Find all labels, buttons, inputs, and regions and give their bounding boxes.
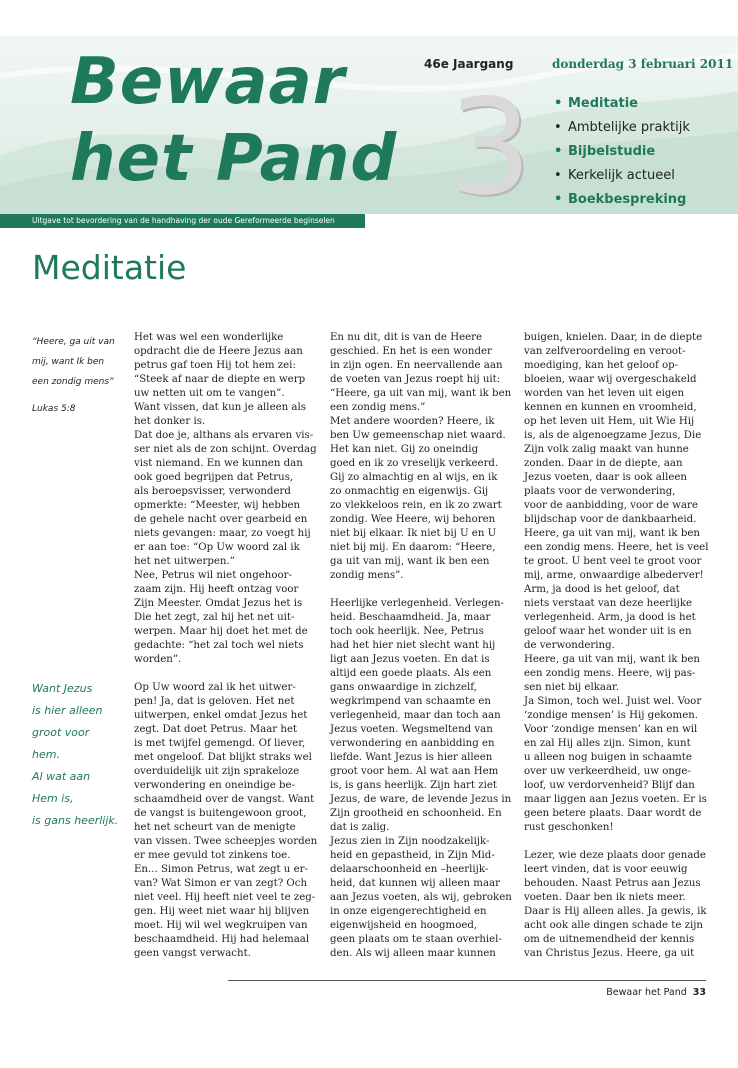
article-line: Het kan niet. Gij zo oneindig bbox=[330, 444, 479, 455]
article-line: in onze eigengerechtigheid en bbox=[330, 906, 487, 917]
page-footer bbox=[606, 987, 706, 998]
tagline-bar: Uitgave tot bevordering van de handhaving der oude Gereformeerde beginselen bbox=[0, 214, 365, 228]
issue-number: 3 bbox=[448, 71, 532, 225]
article-line: Heere, ga uit van mij, want ik ben bbox=[524, 654, 700, 665]
article-line: van vissen. Twee scheepjes worden bbox=[134, 836, 318, 847]
article-line: En nu dit, dit is van de Heere bbox=[330, 332, 483, 343]
article-line bbox=[330, 583, 510, 597]
article-line: Lezer, wie deze plaats door genade bbox=[524, 850, 706, 861]
article-line: de verwondering. bbox=[524, 640, 615, 651]
article-line: petrus gaf toen Hij tot hem zei: bbox=[134, 360, 296, 371]
article-line: werpen. Maar hij doet het met de bbox=[134, 626, 308, 637]
article-line: blijdschap voor de dankbaarheid. bbox=[524, 514, 697, 525]
contents-item-label: Ambtelijke praktijk bbox=[568, 120, 690, 135]
pull-quote-line: Hem is, bbox=[32, 792, 74, 805]
article-line: Ja Simon, toch wel. Juist wel. Voor bbox=[524, 696, 702, 707]
article-line: ‘zondige mensen’ is Hij gekomen. bbox=[524, 710, 699, 721]
scripture-quote bbox=[32, 332, 124, 392]
article-line: een zondig mens.” bbox=[330, 402, 426, 413]
article-line: zegt. Dat doet Petrus. Maar het bbox=[134, 724, 298, 735]
article-line: kennen en kunnen en vroomheid, bbox=[524, 402, 697, 413]
article-line: gen. Hij weet niet waar hij blijven bbox=[134, 906, 310, 917]
article-line: de gehele nacht over gearbeid en bbox=[134, 514, 308, 525]
article-line: goed en ik zo vreselijk verkeerd. bbox=[330, 458, 499, 469]
contents-item-label: Meditatie bbox=[568, 96, 638, 111]
article-line: Jezus, de ware, de levende Jezus in bbox=[330, 794, 512, 805]
contents-item bbox=[554, 116, 690, 140]
article-line: schaamdheid over de vangst. Want bbox=[134, 794, 315, 805]
article-line: heid. Beschaamdheid. Ja, maar bbox=[330, 612, 491, 623]
article-line: ser niet als de zon schijnt. Overdag bbox=[134, 444, 317, 455]
pull-quote-line: is hier alleen bbox=[32, 704, 103, 717]
article-line: plaats voor de verwondering, bbox=[524, 486, 676, 497]
article-line: Dat doe je, althans als ervaren vis- bbox=[134, 430, 314, 441]
article-line: vist niemand. En we kunnen dan bbox=[134, 458, 303, 469]
article-line: over uw verkeerdheid, uw onge- bbox=[524, 766, 691, 777]
article-line: de voeten van Jezus roept hij uit: bbox=[330, 374, 501, 385]
article-line: zonden. Daar in de diepte, aan bbox=[524, 458, 683, 469]
article-line: sen niet bij elkaar. bbox=[524, 682, 620, 693]
article-line: zo vlekkeloos rein, en ik zo zwart bbox=[330, 500, 502, 511]
article-line: verwondering en aanbidding en bbox=[330, 738, 495, 749]
article-line: in zijn ogen. En neervallende aan bbox=[330, 360, 503, 371]
article-line: geen vangst verwacht. bbox=[134, 948, 251, 959]
article-line: en zal Hij alles zijn. Simon, kunt bbox=[524, 738, 691, 749]
article-line: leert vinden, dat is voor eeuwig bbox=[524, 864, 688, 875]
pull-quote-line: groot voor bbox=[32, 726, 90, 739]
section-title: Meditatie bbox=[32, 248, 187, 287]
article-line: acht ook alle dingen schade te zijn bbox=[524, 920, 703, 931]
article-line: Met andere woorden? Heere, ik bbox=[330, 416, 495, 427]
contents-item-label: Bijbelstudie bbox=[568, 144, 656, 159]
quote-line: mij, want Ik ben bbox=[32, 357, 105, 367]
article-line: ook goed begrijpen dat Petrus, bbox=[134, 472, 294, 483]
footer-publication: Bewaar het Pand bbox=[606, 987, 687, 998]
article-column-1 bbox=[134, 331, 318, 961]
article-line: “Steek af naar de diepte en werp bbox=[134, 374, 306, 385]
article-line: er aan toe: “Op Uw woord zal ik bbox=[134, 542, 300, 553]
article-line: wegkrimpend van schaamte en bbox=[330, 696, 491, 707]
article-line: moet. Hij wil wel wegkruipen van bbox=[134, 920, 308, 931]
pull-quote-line: Al wat aan bbox=[32, 770, 91, 783]
article-line: er mee gevuld tot zinkens toe. bbox=[134, 850, 291, 861]
article-line: een zondig mens. Heere, het is veel bbox=[524, 542, 709, 553]
bullet-icon: • bbox=[554, 192, 563, 207]
bullet-icon: • bbox=[554, 144, 563, 159]
bullet-icon: • bbox=[554, 168, 562, 183]
article-line: “Heere, ga uit van mij, want ik ben bbox=[330, 388, 512, 399]
article-line: voor de aanbidding, voor de ware bbox=[524, 500, 698, 511]
article-line: den. Als wij alleen maar kunnen bbox=[330, 948, 496, 959]
contents-item-label: Boekbespreking bbox=[568, 192, 687, 207]
article-line: Die het zegt, zal hij het net uit- bbox=[134, 612, 295, 623]
article-line: opdracht die de Heere Jezus aan bbox=[134, 346, 303, 357]
contents-item bbox=[554, 140, 690, 164]
article-line: zo onmachtig en eigenwijs. Gij bbox=[330, 486, 489, 497]
article-line: Jezus zien in Zijn noodzakelijk- bbox=[330, 836, 490, 847]
article-line: ben Uw gemeenschap niet waard. bbox=[330, 430, 506, 441]
article-line: worden van het leven uit eigen bbox=[524, 388, 685, 399]
article-line: op het leven uit Hem, uit Wie Hij bbox=[524, 416, 695, 427]
masthead-title-line2: het Pand bbox=[70, 122, 398, 196]
pull-quote bbox=[32, 678, 128, 832]
article-line: te groot. U bent veel te groot voor bbox=[524, 556, 702, 567]
article-line: zondig mens”. bbox=[330, 570, 404, 581]
bullet-icon: • bbox=[554, 120, 562, 135]
article-line: beschaamdheid. Hij had helemaal bbox=[134, 934, 310, 945]
article-line: Arm, ja dood is het geloof, dat bbox=[524, 584, 680, 595]
article-line: heid, dat kunnen wij alleen maar bbox=[330, 878, 500, 889]
article-line: voeten. Daar ben ik niets meer. bbox=[524, 892, 686, 903]
article-line: Zijn grootheid en schoonheid. En bbox=[330, 808, 502, 819]
article-line: zaam zijn. Hij heeft ontzag voor bbox=[134, 584, 299, 595]
article-line: Zijn volk zalig maakt van hunne bbox=[524, 444, 689, 455]
article-line: verwondering en oneindige be- bbox=[134, 780, 296, 791]
scripture-reference: Lukas 5:8 bbox=[32, 404, 76, 414]
article-line: niet bij elkaar. Ik niet bij U en U bbox=[330, 528, 497, 539]
article-line: is, is gans heerlijk. Zijn hart ziet bbox=[330, 780, 498, 791]
issue-date: donderdag 3 februari 2011 bbox=[552, 57, 734, 71]
article-line: Gij zo almachtig en al wijs, en ik bbox=[330, 472, 498, 483]
article-line: Nee, Petrus wil niet ongehoor- bbox=[134, 570, 292, 581]
article-line: eigenwijsheid en hoogmoed, bbox=[330, 920, 478, 931]
article-line: het donker is. bbox=[134, 416, 206, 427]
contents-item bbox=[554, 188, 690, 212]
masthead-title-line1: Bewaar bbox=[70, 45, 346, 119]
article-line: dat is zalig. bbox=[330, 822, 390, 833]
article-line: Voor ‘zondige mensen’ kan en wil bbox=[524, 724, 698, 735]
article-line: geen plaats om te staan overhiel- bbox=[330, 934, 502, 945]
article-line: uw netten uit om te vangen”. bbox=[134, 388, 285, 399]
article-column-3 bbox=[524, 331, 710, 961]
article-line: om de uitnemendheid der kennis bbox=[524, 934, 695, 945]
article-line: opmerkte: “Meester, wij hebben bbox=[134, 500, 301, 511]
contents-item-label: Kerkelijk actueel bbox=[568, 168, 675, 183]
article-line: groot voor hem. Al wat aan Hem bbox=[330, 766, 499, 777]
contents-item bbox=[554, 164, 690, 188]
article-line: niets gevangen: maar, zo voegt hij bbox=[134, 528, 311, 539]
article-line: met ongeloof. Dat blijkt straks wel bbox=[134, 752, 312, 763]
article-line: het net scheurt van de menigte bbox=[134, 822, 296, 833]
article-line: Daar is Hij alleen alles. Ja gewis, ik bbox=[524, 906, 707, 917]
article-line: Heerlijke verlegenheid. Verlegen- bbox=[330, 598, 504, 609]
footer-rule bbox=[228, 980, 706, 981]
article-line: u alleen nog buigen in schaamte bbox=[524, 752, 692, 763]
article-line: verlegenheid, maar dan toch aan bbox=[330, 710, 501, 721]
volume-label: 46e Jaargang bbox=[424, 57, 514, 71]
quote-line: een zondig mens” bbox=[32, 377, 114, 387]
article-line: zondig. Wee Heere, wij behoren bbox=[330, 514, 496, 525]
article-line: niet bij mij. En daarom: “Heere, bbox=[330, 542, 496, 553]
article-line: het net uitwerpen.” bbox=[134, 556, 235, 567]
article-line: buigen, knielen. Daar, in de diepte bbox=[524, 332, 703, 343]
article-line: is, als de algenoegzame Jezus, Die bbox=[524, 430, 702, 441]
article-line: van Christus Jezus. Heere, ga uit bbox=[524, 948, 695, 959]
article-line: Heere, ga uit van mij, want ik ben bbox=[524, 528, 700, 539]
article-line: geloof waar het wonder uit is en bbox=[524, 626, 692, 637]
article-line: worden”. bbox=[134, 654, 182, 665]
article-line: ligt aan Jezus voeten. En dat is bbox=[330, 654, 490, 665]
article-column-2 bbox=[330, 331, 510, 961]
article-line: van? Wat Simon er van zegt? Och bbox=[134, 878, 308, 889]
article-line: moediging, kan het geloof op- bbox=[524, 360, 679, 371]
article-line: niets verstaat van deze heerlijke bbox=[524, 598, 693, 609]
article-line: loof, uw verdorvenheid? Blijf dan bbox=[524, 780, 695, 791]
article-line: maar liggen aan Jezus voeten. Er is bbox=[524, 794, 707, 805]
article-line: Want vissen, dat kun je alleen als bbox=[134, 402, 306, 413]
article-line: gans onwaardige in zichzelf, bbox=[330, 682, 477, 693]
article-line: rust geschonken! bbox=[524, 822, 614, 833]
article-line: verlegenheid. Arm, ja dood is het bbox=[524, 612, 696, 623]
quote-line: “Heere, ga uit van bbox=[32, 337, 115, 347]
article-line bbox=[134, 667, 314, 681]
article-line: Jezus voeten, daar is ook alleen bbox=[524, 472, 687, 483]
article-line: Het was wel een wonderlijke bbox=[134, 332, 284, 343]
article-line: En... Simon Petrus, wat zegt u er- bbox=[134, 864, 308, 875]
page-number: 33 bbox=[692, 987, 706, 998]
pull-quote-line: is gans heerlijk. bbox=[32, 814, 119, 827]
article-line: als beroepsvisser, verwonderd bbox=[134, 486, 291, 497]
pull-quote-line: Want Jezus bbox=[32, 682, 93, 695]
article-line: liefde. Want Jezus is hier alleen bbox=[330, 752, 493, 763]
article-line: overduidelijk uit zijn sprakeloze bbox=[134, 766, 300, 777]
article-line: pen! Ja, dat is geloven. Het net bbox=[134, 696, 295, 707]
article-line: de vangst is buitengewoon groot, bbox=[134, 808, 307, 819]
article-line: altijd een goede plaats. Als een bbox=[330, 668, 492, 679]
article-line: niet veel. Hij heeft niet veel te zeg- bbox=[134, 892, 316, 903]
article-line: heid en gepastheid, in Zijn Mid- bbox=[330, 850, 495, 861]
article-line: geen betere plaats. Daar wordt de bbox=[524, 808, 702, 819]
article-line: aan Jezus voeten, als wij, gebroken bbox=[330, 892, 512, 903]
article-line: behouden. Naast Petrus aan Jezus bbox=[524, 878, 701, 889]
article-line: uitwerpen, enkel omdat Jezus het bbox=[134, 710, 308, 721]
article-line: een zondig mens. Heere, wij pas- bbox=[524, 668, 696, 679]
article-line bbox=[524, 835, 710, 849]
article-line: van zelfveroordeling en veroot- bbox=[524, 346, 686, 357]
article-line: gedachte: “het zal toch wel niets bbox=[134, 640, 304, 651]
bullet-icon: • bbox=[554, 96, 563, 111]
article-line: had het hier niet slecht want hij bbox=[330, 640, 496, 651]
article-line: Zijn Meester. Omdat Jezus het is bbox=[134, 598, 303, 609]
article-line: bloeien, waar wij overgeschakeld bbox=[524, 374, 697, 385]
article-line: Op Uw woord zal ik het uitwer- bbox=[134, 682, 296, 693]
article-line: is met twijfel gemengd. Of liever, bbox=[134, 738, 306, 749]
article-line: ga uit van mij, want ik ben een bbox=[330, 556, 490, 567]
article-line: delaarschoonheid en –heerlijk- bbox=[330, 864, 489, 875]
pull-quote-line: hem. bbox=[32, 748, 60, 761]
article-line: Jezus voeten. Wegsmeltend van bbox=[330, 724, 493, 735]
article-line: geschied. En het is een wonder bbox=[330, 346, 492, 357]
article-line: toch ook heerlijk. Nee, Petrus bbox=[330, 626, 484, 637]
contents-item bbox=[554, 92, 690, 116]
article-line: mij, arme, onwaardige albederver! bbox=[524, 570, 704, 581]
contents-list bbox=[554, 92, 690, 212]
